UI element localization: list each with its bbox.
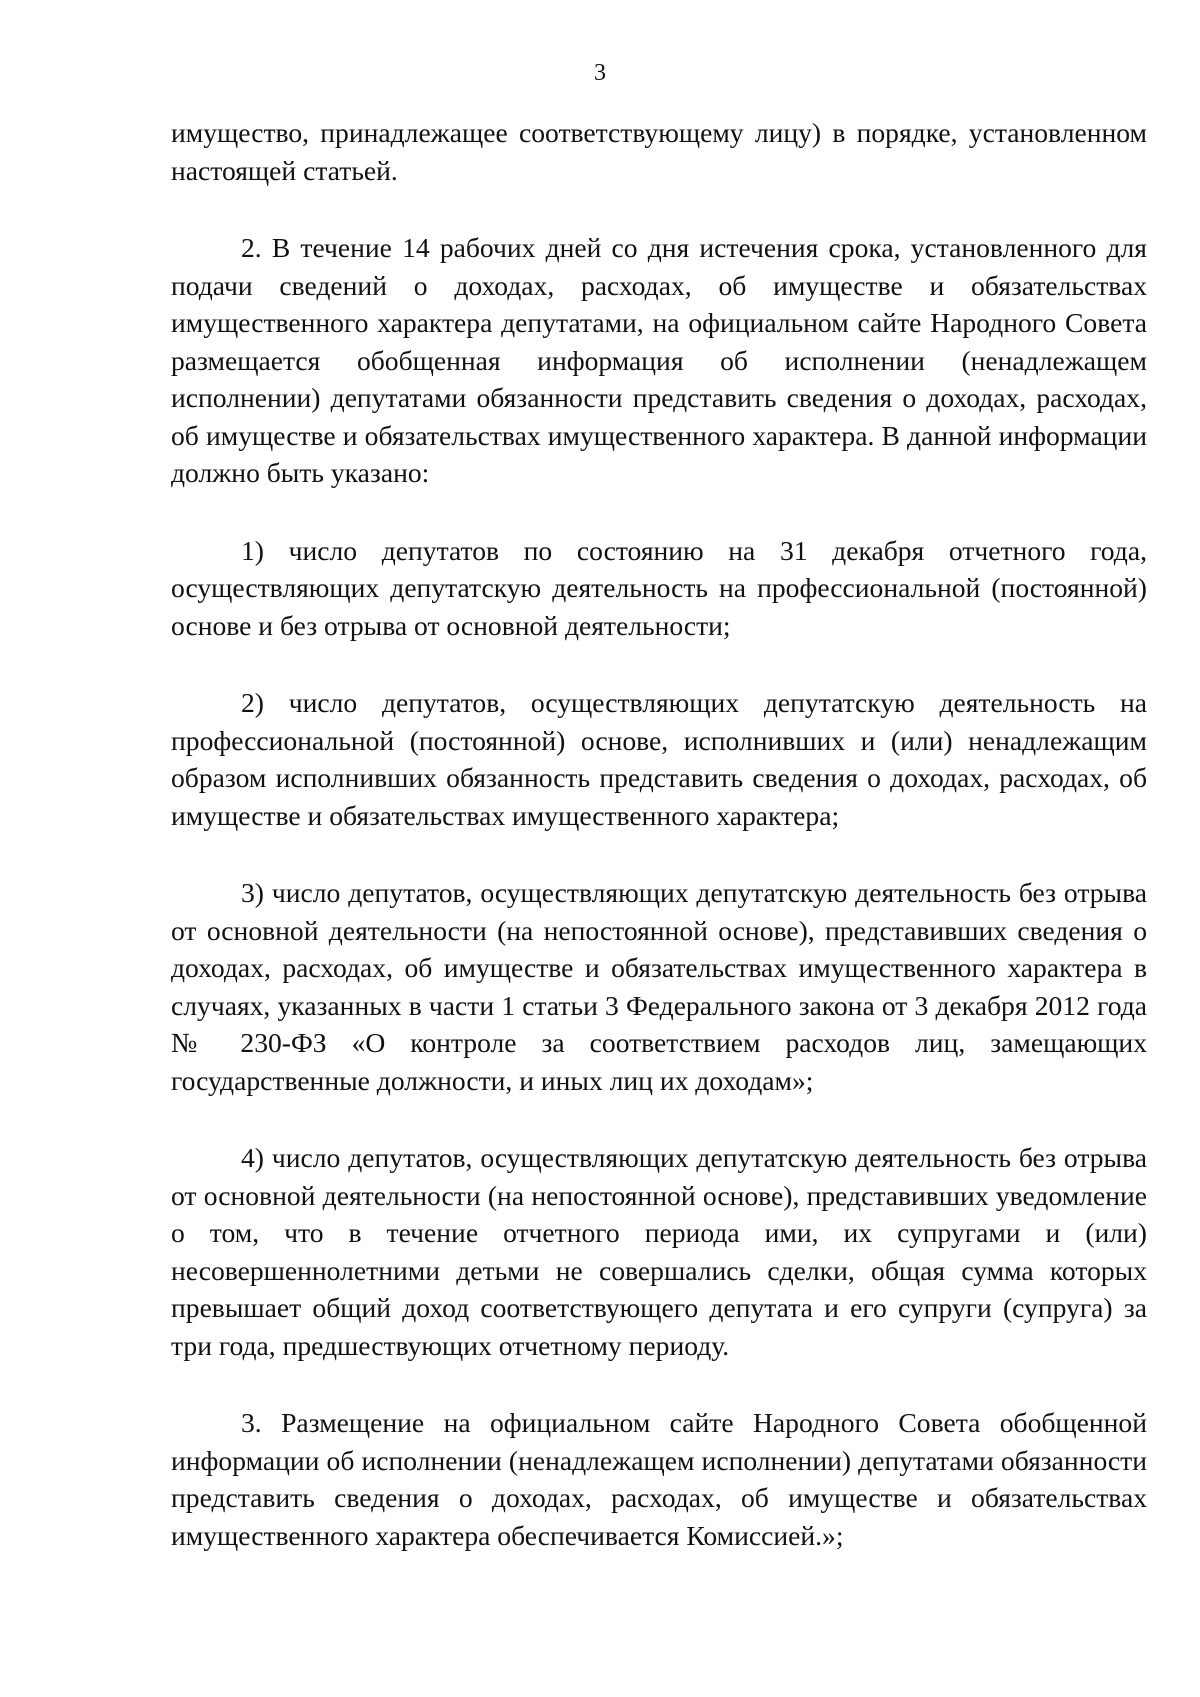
paragraph-section-3: 3. Размещение на официальном сайте Народного Совета обобщенной информации об исполнении (ненадлежащем исполнении) депутатами обязанности представить сведения о доходах, расходах, об имуществе и обязательствах имущественного характера обеспечивается Комиссией.»; bbox=[171, 1407, 1147, 1551]
list-item-4: 4) число депутатов, осуществляющих депутатскую деятельность без отрыва от основной деятельности (на непостоянной основе), представивших уведомление о том, что в течение отчетного периода ими, их супругами и (или) несовершеннолетними детьми не совершались сделки, общая сумма которых превышает общий доход соответствующего депутата и его супруги (супруга) за три года, предшествующих отчетному периоду. bbox=[171, 1142, 1147, 1361]
paragraph-continuation: имущество, принадлежащее соответствующему лицу) в порядке, установленном настоящей статьей. bbox=[171, 117, 1147, 186]
page-number: 3 bbox=[594, 60, 606, 86]
list-item-2: 2) число депутатов, осуществляющих депутатскую деятельность на профессиональной (постоянной) основе, исполнивших и (или) ненадлежащим образом исполнивших обязанность представить сведения о доходах, расходах, об имуществе и обязательствах имущественного характера; bbox=[171, 687, 1147, 831]
list-item-1: 1) число депутатов по состоянию на 31 декабря отчетного года, осуществляющих депутатскую деятельность на профессиональной (постоянной) основе и без отрыва от основной деятельности; bbox=[171, 534, 1147, 641]
paragraph-section-2: 2. В течение 14 рабочих дней со дня истечения срока, установленного для подачи сведений о доходах, расходах, об имуществе и обязательствах имущественного характера депутатами, на официальном сайте Народного Совета размещается обобщенная информация об исполнении (ненадлежащем исполнении) депутатами обязанности представить сведения о доходах, расходах, об имуществе и обязательствах имущественного характера. В данной информации должно быть указано: bbox=[171, 232, 1147, 488]
document-body bbox=[171, 114, 1147, 1594]
list-item-3: 3) число депутатов, осуществляющих депутатскую деятельность без отрыва от основной деятельности (на непостоянной основе), представивших сведения о доходах, расходах, об имуществе и обязательствах имущественного характера в случаях, указанных в части 1 статьи 3 Федерального закона от 3 декабря 2012 года № 230-ФЗ «О контроле за соответствием расходов лиц, замещающих государственные должности, и иных лиц их доходам»; bbox=[171, 877, 1147, 1096]
